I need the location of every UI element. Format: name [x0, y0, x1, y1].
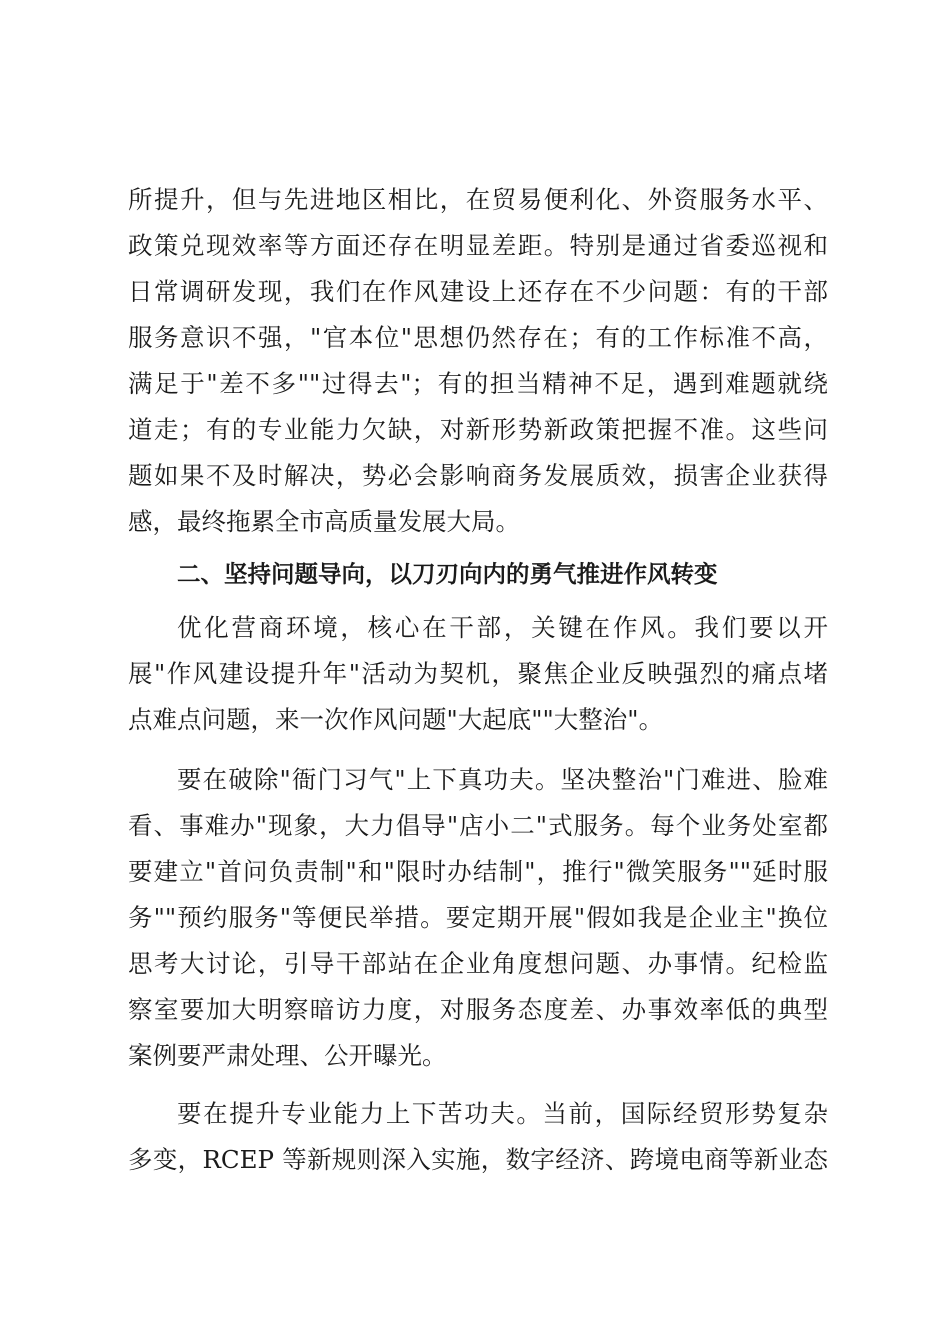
text-line: 看、事难办"现象，大力倡导"店小二"式服务。每个业务处室都 [128, 811, 828, 840]
text-line: 展"作风建设提升年"活动为契机，聚焦企业反映强烈的痛点堵 [128, 659, 828, 688]
text-line: 案例要严肃处理、公开曝光。 [128, 1041, 447, 1070]
text-line: 思考大讨论，引导干部站在企业角度想问题、办事情。纪检监 [128, 949, 828, 978]
text-line: 题如果不及时解决，势必会影响商务发展质效，损害企业获得 [128, 461, 828, 490]
text-line: 所提升，但与先进地区相比，在贸易便利化、外资服务水平、 [128, 185, 828, 214]
text-line: 道走；有的专业能力欠缺，对新形势新政策把握不准。这些问 [128, 415, 828, 444]
text-line: 服务意识不强，"官本位"思想仍然存在；有的工作标准不高， [128, 323, 828, 352]
text-line: 政策兑现效率等方面还存在明显差距。特别是通过省委巡视和 [128, 231, 828, 260]
text-line: 优化营商环境，核心在干部，关键在作风。我们要以开 [177, 613, 828, 642]
text-line: 察室要加大明察暗访力度，对服务态度差、办事效率低的典型 [128, 995, 828, 1024]
text-line: 日常调研发现，我们在作风建设上还存在不少问题：有的干部 [128, 277, 828, 306]
text-line: 点难点问题，来一次作风问题"大起底""大整治"。 [128, 705, 664, 734]
text-line: 要建立"首问负责制"和"限时办结制"，推行"微笑服务""延时服 [128, 857, 828, 886]
text-line: 要在破除"衙门习气"上下真功夫。坚决整治"门难进、脸难 [177, 765, 828, 794]
text-line: 务""预约服务"等便民举措。要定期开展"假如我是企业主"换位 [128, 903, 828, 932]
text-line: 满足于"差不多""过得去"；有的担当精神不足，遇到难题就绕 [128, 369, 828, 398]
text-line: 多变，RCEP 等新规则深入实施，数字经济、跨境电商等新业态 [128, 1145, 828, 1174]
text-line: 感，最终拖累全市高质量发展大局。 [128, 507, 520, 536]
text-line: 要在提升专业能力上下苦功夫。当前，国际经贸形势复杂 [177, 1099, 828, 1128]
section-heading: 二、坚持问题导向，以刀刃向内的勇气推进作风转变 [177, 560, 718, 588]
